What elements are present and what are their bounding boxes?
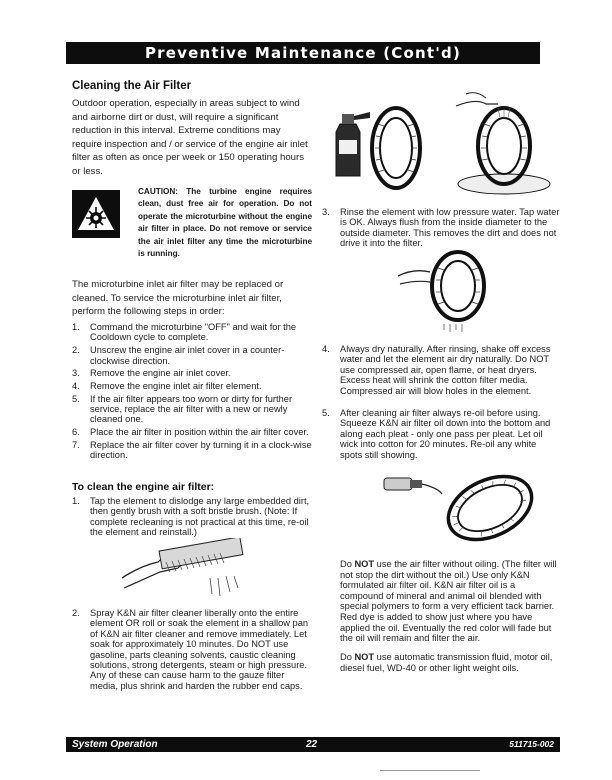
footer-section: System Operation: [72, 739, 158, 750]
step-number: 5.: [72, 393, 80, 404]
list-item: [72, 368, 312, 378]
note-emphasis: NOT: [354, 652, 375, 662]
step-text: After cleaning air filter always re-oil before using. Squeeze K&N air filter oil down into the bottom and along each pleat - only one pass per pleat. Let oil wick into cotton for 20 minutes. Re-oil any white spots still showing.: [340, 408, 551, 460]
page-title: Preventive Maintenance (Cont'd): [66, 42, 540, 64]
step-text: Unscrew the engine air inlet cover in a counter-clockwise direction.: [90, 345, 285, 366]
list-item: [72, 496, 312, 538]
cleaning-intro: Outdoor operation, especially in areas subject to wind and airborne dirt or dust, will require a significant reduction in this interval. Extreme conditions may require inspection and / or service of the engine air inlet filter as often as once per week or 150 operating hours or less.: [72, 98, 308, 177]
list-item: [72, 440, 312, 461]
step-number: 4.: [72, 380, 80, 391]
step-number: 7.: [72, 439, 80, 450]
page-number: 22: [306, 739, 318, 750]
filter-in-pan: [456, 93, 550, 194]
step-number: 1.: [72, 322, 80, 332]
note-text: Do: [340, 559, 355, 569]
list-item: [72, 394, 312, 425]
section-heading-cleaning: Cleaning the Air Filter: [72, 80, 192, 92]
spray-bottle: [336, 112, 370, 176]
step-text: Remove the engine inlet air filter element.: [90, 380, 262, 391]
oil-note-2: [340, 652, 560, 673]
step-text: Always dry naturally. After rinsing, shake off excess water and let the element air dry naturally. Do NOT use compressed air, open flame, or heat dryers. Excess heat will shrink the cotton filter media. Compressed air will blow holes in the element.: [340, 344, 551, 396]
list-item: [72, 322, 312, 343]
filter-left: [372, 108, 420, 188]
note-text: Do: [340, 652, 355, 662]
caution-text: CAUTION: The turbine engine requires clean, dust free air for operation. Do not operate the microturbine without the engine air filter in place. Do not remove or service the air inlet filter any time the microturbine is running.: [138, 187, 312, 259]
note-text: use automatic transmission fluid, motor oil, diesel fuel, WD-40 or other light weight oils.: [340, 652, 553, 673]
list-item: [72, 381, 312, 391]
step-number: 1.: [72, 496, 80, 506]
document-number: 511715-002: [509, 739, 554, 749]
brush-filter-illustration: [120, 538, 260, 600]
step-text: Rinse the element with low pressure water. Tap water is OK. Always flush from the inside diameter to the outside diameter. This removes the dirt and does not drive it into the filter.: [340, 207, 560, 249]
section-heading-clean: To clean the engine air filter:: [72, 481, 215, 493]
clean-step-1: [72, 496, 312, 540]
step-text: Remove the engine air inlet cover.: [90, 368, 231, 379]
step-text: If the air filter appears too worn or dirty for further service, replace the air filter with a new or newly cleaned one.: [90, 393, 293, 425]
step-text: Place the air filter in position within the air filter cover.: [90, 427, 309, 438]
list-item: [72, 345, 312, 366]
dry-filter-illustration: [396, 250, 506, 334]
replace-intro: The microturbine inlet air filter may be replaced or cleaned. To service the microturbine inlet air filter, perform the following steps in order:: [72, 279, 284, 317]
rinse-filter-illustration: [326, 84, 558, 200]
caution-warning-icon: [72, 190, 120, 238]
replace-steps-list: [72, 322, 312, 463]
clean-step-2: [72, 608, 312, 694]
list-item: [72, 427, 312, 437]
oil-note-1: [340, 559, 560, 644]
step-text: Tap the element to dislodge any large embedded dirt, then gently brush with a soft bristle brush. (Note: If complete recleaning is not practical at this time, re-oil the element and reinstall.): [90, 496, 310, 538]
list-item: [72, 608, 312, 691]
step-text: Spray K&N air filter cleaner liberally onto the entire element OR roll or soak the element in a shallow pan of K&N air filter cleaner and remove immediately. Let soak for approximately 10 minutes. Do NOT use gasoline, parts cleaning solvents, caustic cleaning solutions, strong detergents, steam or high pressure. Any of these can cause harm to the gauze filter media, plus shrink and harden the rubber end caps.: [90, 608, 309, 691]
bottom-rule: [380, 770, 480, 771]
note-text: use the air filter without oiling. (The filter will not stop the dirt without the oil.) Use only K&N formulated air filter oil. K&N air filter oil is a compound of mineral and animal oil blended with special polymers to form a very efficient tack barrier. Red dye is added to show just where you have applied the oil. Eventually the red color will fade but the oil will remain and filter the air.: [340, 559, 557, 644]
page-footer: [66, 737, 560, 752]
caution-block: [72, 186, 312, 264]
step-text: Command the microturbine "OFF" and wait for the Cooldown cycle to complete.: [90, 322, 297, 343]
step-number: 5.: [322, 408, 330, 418]
oil-filter-illustration: [380, 464, 550, 548]
step-text: Replace the air filter cover by turning it in a clock-wise direction.: [90, 439, 312, 461]
step-number: 4.: [322, 344, 330, 354]
note-emphasis: NOT: [354, 559, 375, 569]
step-number: 3.: [322, 207, 330, 217]
step-number: 6.: [72, 427, 80, 438]
step-number: 2.: [72, 345, 80, 356]
step-number: 3.: [72, 368, 80, 379]
step-number: 2.: [72, 608, 80, 618]
